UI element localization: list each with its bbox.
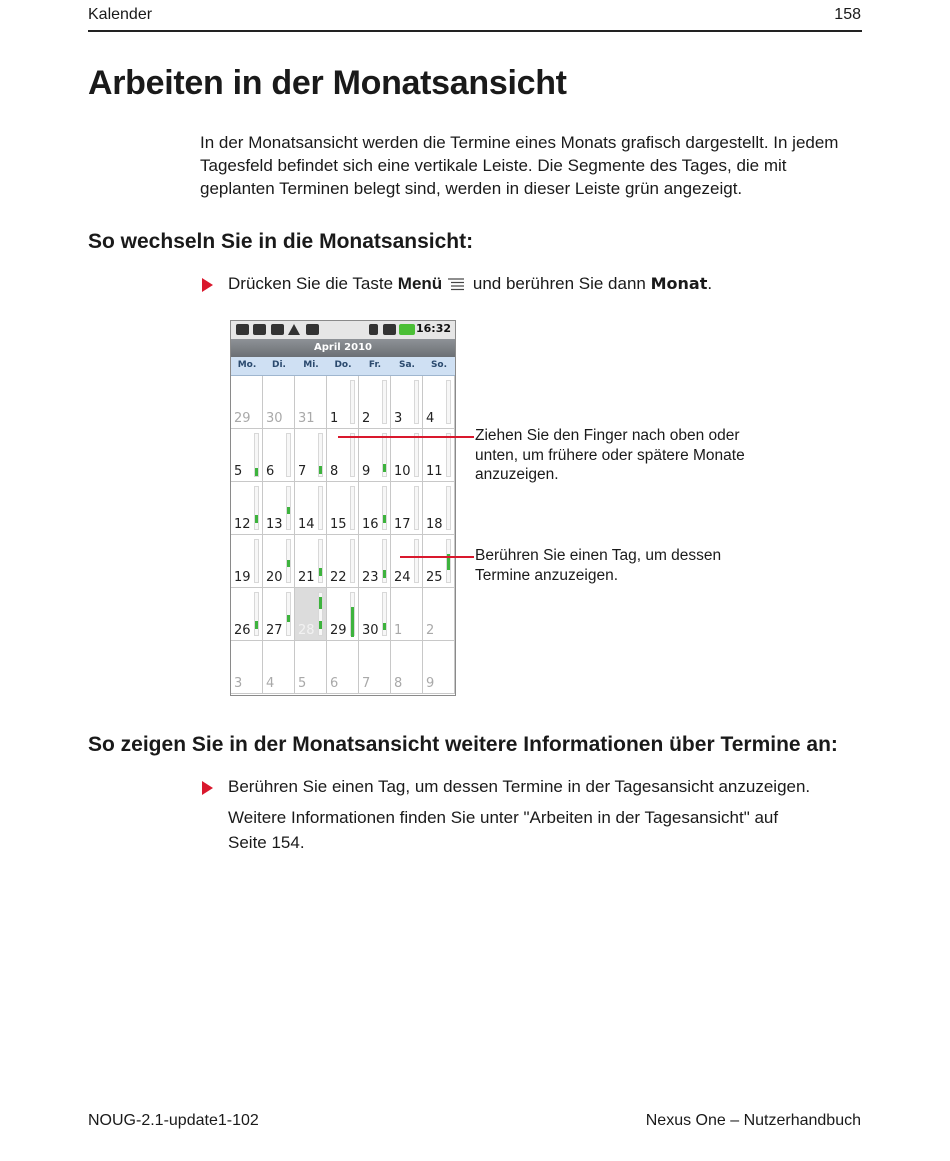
- day-number: 16: [362, 517, 379, 532]
- event-segment: [255, 515, 258, 523]
- day-event-bar: [318, 592, 323, 636]
- day-number: 11: [426, 464, 443, 479]
- event-segment: [383, 623, 386, 630]
- usb-icon: [306, 324, 319, 335]
- day-number: 6: [330, 676, 339, 691]
- day-cell[interactable]: [423, 376, 455, 429]
- event-segment: [319, 568, 322, 576]
- step-text: Drücken Sie die Taste: [228, 274, 398, 293]
- callout-swipe: Ziehen Sie den Finger nach oben oder unten, um frühere oder spätere Monate anzuzeigen.: [475, 427, 745, 483]
- day-number: 1: [394, 623, 403, 638]
- footer-doc-id: NOUG-2.1-update1-102: [88, 1112, 259, 1129]
- day-cell[interactable]: [231, 641, 263, 694]
- day-cell[interactable]: [263, 588, 295, 641]
- day-cell[interactable]: [327, 376, 359, 429]
- day-event-bar: [318, 539, 323, 583]
- day-cell[interactable]: [263, 429, 295, 482]
- day-number: 3: [394, 411, 403, 426]
- event-segment: [351, 607, 354, 637]
- signal-icon: [383, 324, 396, 335]
- day-number: 9: [362, 464, 371, 479]
- day-number: 30: [266, 411, 283, 426]
- day-number: 21: [298, 570, 315, 585]
- day-event-bar: [446, 380, 451, 424]
- day-event-bar: [414, 539, 419, 583]
- day-cell[interactable]: [391, 535, 423, 588]
- day-cell[interactable]: [327, 482, 359, 535]
- day-number: 1: [330, 411, 339, 426]
- day-cell[interactable]: [423, 482, 455, 535]
- day-number: 4: [266, 676, 275, 691]
- day-number: 23: [362, 570, 379, 585]
- day-number: 29: [234, 411, 251, 426]
- day-cell[interactable]: [359, 641, 391, 694]
- day-event-bar: [414, 486, 419, 530]
- event-segment: [287, 560, 290, 567]
- day-event-bar: [446, 433, 451, 477]
- day-event-bar: [254, 592, 259, 636]
- day-cell[interactable]: [231, 376, 263, 429]
- day-number: 4: [426, 411, 435, 426]
- day-cell[interactable]: [423, 641, 455, 694]
- day-number: 28: [298, 623, 315, 638]
- event-segment: [255, 468, 258, 476]
- day-number: 24: [394, 570, 411, 585]
- day-number: 22: [330, 570, 347, 585]
- day-cell[interactable]: [391, 376, 423, 429]
- day-number: 7: [298, 464, 307, 479]
- event-segment: [319, 597, 322, 609]
- day-cell[interactable]: [327, 588, 359, 641]
- voicemail-icon: [236, 324, 249, 335]
- event-segment: [255, 621, 258, 629]
- mail-icon: [253, 324, 266, 335]
- day-event-bar: [286, 592, 291, 636]
- day-number: 6: [266, 464, 275, 479]
- day-number: 3: [234, 676, 243, 691]
- weekday-label: Di.: [272, 360, 286, 370]
- menu-key-icon: [447, 277, 465, 291]
- day-number: 9: [426, 676, 435, 691]
- day-number: 12: [234, 517, 251, 532]
- instruction-step-menu: [228, 274, 712, 294]
- day-number: 10: [394, 464, 411, 479]
- day-cell[interactable]: [359, 482, 391, 535]
- day-number: 17: [394, 517, 411, 532]
- weekday-label: So.: [430, 360, 448, 370]
- day-event-bar: [382, 486, 387, 530]
- wifi-icon: [369, 324, 378, 335]
- warning-icon: [288, 324, 300, 335]
- day-number: 2: [426, 623, 435, 638]
- day-event-bar: [382, 380, 387, 424]
- section-heading-switch-month: So wechseln Sie in die Monatsansicht:: [88, 230, 474, 253]
- day-number: 8: [394, 676, 403, 691]
- day-event-bar: [350, 592, 355, 636]
- day-number: 30: [362, 623, 379, 638]
- callout-line-tap: [400, 556, 474, 558]
- day-cell[interactable]: [263, 641, 295, 694]
- day-event-bar: [446, 539, 451, 583]
- day-event-bar: [414, 433, 419, 477]
- month-option-label: Monat: [650, 274, 708, 293]
- day-number: 13: [266, 517, 283, 532]
- day-number: 15: [330, 517, 347, 532]
- day-event-bar: [286, 433, 291, 477]
- day-number: 14: [298, 517, 315, 532]
- bullet-triangle-icon: [202, 781, 213, 795]
- month-grid[interactable]: [231, 376, 455, 696]
- menu-key-label: Menü: [397, 274, 443, 293]
- day-cell[interactable]: [359, 588, 391, 641]
- day-event-bar: [318, 486, 323, 530]
- day-event-bar: [350, 380, 355, 424]
- day-event-bar: [446, 486, 451, 530]
- day-event-bar: [254, 539, 259, 583]
- day-cell[interactable]: [391, 588, 423, 641]
- day-cell[interactable]: [423, 535, 455, 588]
- day-number: 26: [234, 623, 251, 638]
- section-heading-more-info: So zeigen Sie in der Monatsansicht weitere Informationen über Termine an:: [88, 733, 838, 756]
- day-cell[interactable]: [295, 588, 327, 641]
- day-event-bar: [350, 486, 355, 530]
- day-cell[interactable]: [359, 376, 391, 429]
- day-number: 8: [330, 464, 339, 479]
- weekday-label: Sa.: [399, 360, 415, 370]
- status-time: 16:32: [415, 322, 451, 335]
- day-event-bar: [382, 539, 387, 583]
- callout-tap: Berühren Sie einen Tag, um dessen Termine anzuzeigen.: [475, 547, 722, 584]
- event-segment: [383, 464, 386, 472]
- day-number: 29: [330, 623, 347, 638]
- day-cell[interactable]: [295, 429, 327, 482]
- event-segment: [287, 615, 290, 622]
- step-text-end: .: [707, 274, 713, 293]
- day-cell[interactable]: [231, 588, 263, 641]
- instruction-step-tap-day: Berühren Sie einen Tag, um dessen Termine in der Tagesansicht anzuzeigen.: [228, 777, 811, 796]
- day-number: 18: [426, 517, 443, 532]
- day-cell[interactable]: [231, 482, 263, 535]
- day-event-bar: [350, 433, 355, 477]
- day-cell[interactable]: [263, 535, 295, 588]
- day-number: 25: [426, 570, 443, 585]
- battery-icon: [399, 324, 415, 335]
- day-event-bar: [350, 539, 355, 583]
- day-cell[interactable]: [263, 482, 295, 535]
- weekday-header: [231, 357, 455, 376]
- day-event-bar: [254, 433, 259, 477]
- day-event-bar: [286, 486, 291, 530]
- footer-manual-title: Nexus One – Nutzerhandbuch: [645, 1112, 861, 1129]
- day-number: 2: [362, 411, 371, 426]
- event-segment: [287, 507, 290, 514]
- month-title-bar: April 2010: [231, 339, 455, 357]
- day-number: 31: [298, 411, 315, 426]
- day-cell[interactable]: [295, 641, 327, 694]
- phone-calendar-screenshot: [230, 320, 456, 696]
- cross-reference-paragraph: Weitere Informationen finden Sie unter "Arbeiten in der Tagesansicht" auf Seite 154.: [228, 808, 779, 852]
- event-segment: [383, 570, 386, 578]
- day-event-bar: [382, 592, 387, 636]
- callout-line-swipe: [338, 436, 474, 438]
- intro-paragraph: In der Monatsansicht werden die Termine eines Monats grafisch dargestellt. In jedem Tagesfeld befindet sich eine vertikale Leiste. Die Segmente des Tages, die mit geplanten Terminen belegt sind, werden in dieser Leiste grün angezeigt.: [200, 133, 839, 198]
- day-cell[interactable]: [295, 376, 327, 429]
- page-number: 158: [834, 6, 861, 23]
- day-cell[interactable]: [423, 588, 455, 641]
- bullet-triangle-icon: [202, 278, 213, 292]
- day-cell[interactable]: [231, 535, 263, 588]
- day-number: 7: [362, 676, 371, 691]
- event-segment: [319, 466, 322, 474]
- day-number: 19: [234, 570, 251, 585]
- day-cell[interactable]: [359, 535, 391, 588]
- weekday-label: Mo.: [237, 360, 257, 370]
- day-cell[interactable]: [295, 535, 327, 588]
- day-event-bar: [414, 380, 419, 424]
- page-title: Arbeiten in der Monatsansicht: [88, 64, 567, 102]
- day-event-bar: [382, 433, 387, 477]
- day-cell[interactable]: [263, 376, 295, 429]
- day-cell[interactable]: [231, 429, 263, 482]
- day-cell[interactable]: [295, 482, 327, 535]
- event-segment: [383, 515, 386, 523]
- day-cell[interactable]: [391, 641, 423, 694]
- header-rule: [88, 30, 862, 32]
- weekday-label: Mi.: [303, 360, 319, 370]
- event-segment: [319, 621, 322, 629]
- weekday-label: Do.: [334, 360, 352, 370]
- step-text-mid: und berühren Sie dann: [468, 274, 651, 293]
- day-cell[interactable]: [327, 535, 359, 588]
- running-header-section: Kalender: [88, 6, 153, 23]
- day-event-bar: [254, 486, 259, 530]
- day-event-bar: [318, 433, 323, 477]
- day-cell[interactable]: [391, 482, 423, 535]
- weekday-label: Fr.: [368, 360, 382, 370]
- day-number: 5: [298, 676, 307, 691]
- day-event-bar: [286, 539, 291, 583]
- day-number: 5: [234, 464, 243, 479]
- day-number: 27: [266, 623, 283, 638]
- status-bar: [231, 321, 455, 339]
- calendar-notification-icon: [271, 324, 284, 335]
- day-number: 20: [266, 570, 283, 585]
- day-cell[interactable]: [327, 641, 359, 694]
